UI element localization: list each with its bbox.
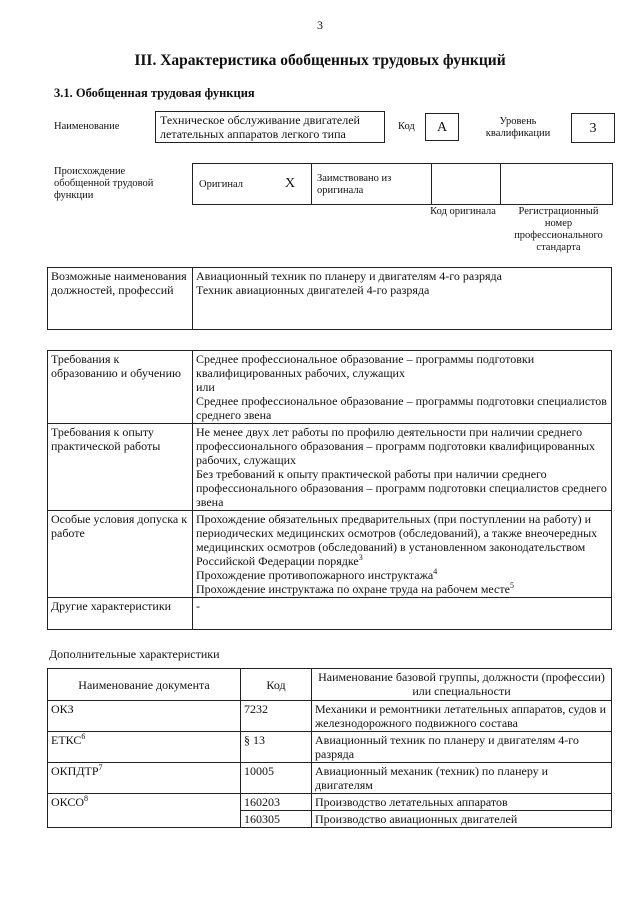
row-document: ЕТКС$^6$ xyxy=(48,732,241,763)
page-number: 3 xyxy=(317,18,323,32)
position-item: Авиационный техник по планеру и двигателям 4-го разряда xyxy=(196,269,502,283)
requirement-value xyxy=(193,424,612,511)
requirement-text: Прохождение обязательных предварительных (при поступлении на работу) и периодических медицинских осмотров (обследований), а также внеочередных медицинских осмотров (обследований) в установленном законодательством Российской Федерации порядке xyxy=(196,512,598,568)
additional-table xyxy=(47,668,612,828)
additional-title: Дополнительные характеристики xyxy=(49,647,220,661)
code-label: Код xyxy=(398,121,415,132)
subsection-title: 3.1. Обобщенная трудовая функция xyxy=(54,86,255,100)
positions-table xyxy=(47,267,612,330)
divider xyxy=(311,164,312,204)
positions-values xyxy=(193,268,612,330)
position-item: Техник авиационных двигателей 4-го разряда xyxy=(196,283,430,297)
requirement-line xyxy=(196,582,608,596)
name-value: Техническое обслуживание двигателей летательных аппаратов легкого типа xyxy=(155,111,385,143)
row-name: Механики и ремонтники летательных аппаратов, судов и железнодорожного подвижного состава xyxy=(312,701,612,732)
requirement-line: Среднее профессиональное образование – программы подготовки квалифицированных рабочих, служащих xyxy=(196,352,535,380)
requirement-label: Требования к опыту практической работы xyxy=(48,424,193,511)
row-code: 10005 xyxy=(241,763,312,794)
row-code: 160305 xyxy=(241,811,312,828)
positions-label: Возможные наименования должностей, профессий xyxy=(48,268,193,330)
footnote-ref: 6 xyxy=(81,732,86,741)
table-row xyxy=(48,701,612,732)
name-label: Наименование xyxy=(54,121,120,132)
origin-label: Происхождение обобщенной трудовой функции xyxy=(54,166,154,201)
level-label: Уровень квалификации xyxy=(485,116,551,139)
requirement-label: Требования к образованию и обучению xyxy=(48,351,193,424)
row-name: Авиационный техник по планеру и двигателям 4-го разряда xyxy=(312,732,612,763)
header-name: Наименование базовой группы, должности (профессии) или специальности xyxy=(312,669,612,701)
requirement-line: Среднее профессиональное образование – программы подготовки специалистов среднего звена xyxy=(196,394,607,422)
divider xyxy=(431,164,432,204)
row-code: 7232 xyxy=(241,701,312,732)
requirement-line: или xyxy=(196,380,215,394)
requirement-label: Другие характеристики xyxy=(48,598,193,630)
requirement-text: Прохождение инструктажа по охране труда на рабочем месте xyxy=(196,582,510,596)
code-original-label: Код оригинала xyxy=(430,206,496,217)
footnote-ref: 7 xyxy=(98,763,103,772)
requirement-line xyxy=(196,568,608,582)
footnote-ref: 3 xyxy=(358,553,363,562)
section-title: III. Характеристика обобщенных трудовых функций xyxy=(134,52,506,69)
requirement-value xyxy=(193,351,612,424)
footnote-ref: 8 xyxy=(84,794,89,803)
origin-box xyxy=(192,163,613,205)
row-document: ОКСО$^8$ xyxy=(48,794,241,828)
code-value: A xyxy=(425,113,459,141)
footnote-ref: 4 xyxy=(433,567,438,576)
original-mark: X xyxy=(285,176,296,191)
header-document: Наименование документа xyxy=(48,669,241,701)
requirement-line: - xyxy=(196,599,200,613)
header-code: Код xyxy=(241,669,312,701)
requirement-line xyxy=(196,512,608,568)
footnote-ref: 5 xyxy=(509,581,514,590)
requirement-text: Прохождение противопожарного инструктажа xyxy=(196,568,434,582)
divider xyxy=(500,164,501,204)
requirement-label: Особые условия допуска к работе xyxy=(48,511,193,598)
row-code: § 13 xyxy=(241,732,312,763)
table-row xyxy=(48,763,612,794)
row-name: Производство авиационных двигателей xyxy=(312,811,612,828)
requirement-line: Не менее двух лет работы по профилю деятельности при наличии среднего профессионального образования – программ подготовки квалифицированных рабочих, служащих xyxy=(196,425,596,467)
row-name: Производство летательных аппаратов xyxy=(312,794,612,811)
row-code: 160203 xyxy=(241,794,312,811)
requirement-line: Без требований к опыту практической работы при наличии среднего профессионального образования – программ подготовки специалистов среднего звена xyxy=(196,467,607,509)
table-row xyxy=(48,794,612,811)
original-label: Оригинал xyxy=(199,179,243,190)
reg-number-label: Регистрационный номер профессионального стандарта xyxy=(514,206,603,253)
borrowed-label: Заимствовано из оригинала xyxy=(317,173,392,196)
requirement-value xyxy=(193,511,612,598)
requirement-value xyxy=(193,598,612,630)
row-name: Авиационный механик (техник) по планеру и двигателям xyxy=(312,763,612,794)
requirements-table xyxy=(47,350,612,630)
table-row xyxy=(48,732,612,763)
row-document: ОКПДТР$^7$ xyxy=(48,763,241,794)
row-document: ОКЗ xyxy=(48,701,241,732)
level-value: 3 xyxy=(571,113,615,143)
